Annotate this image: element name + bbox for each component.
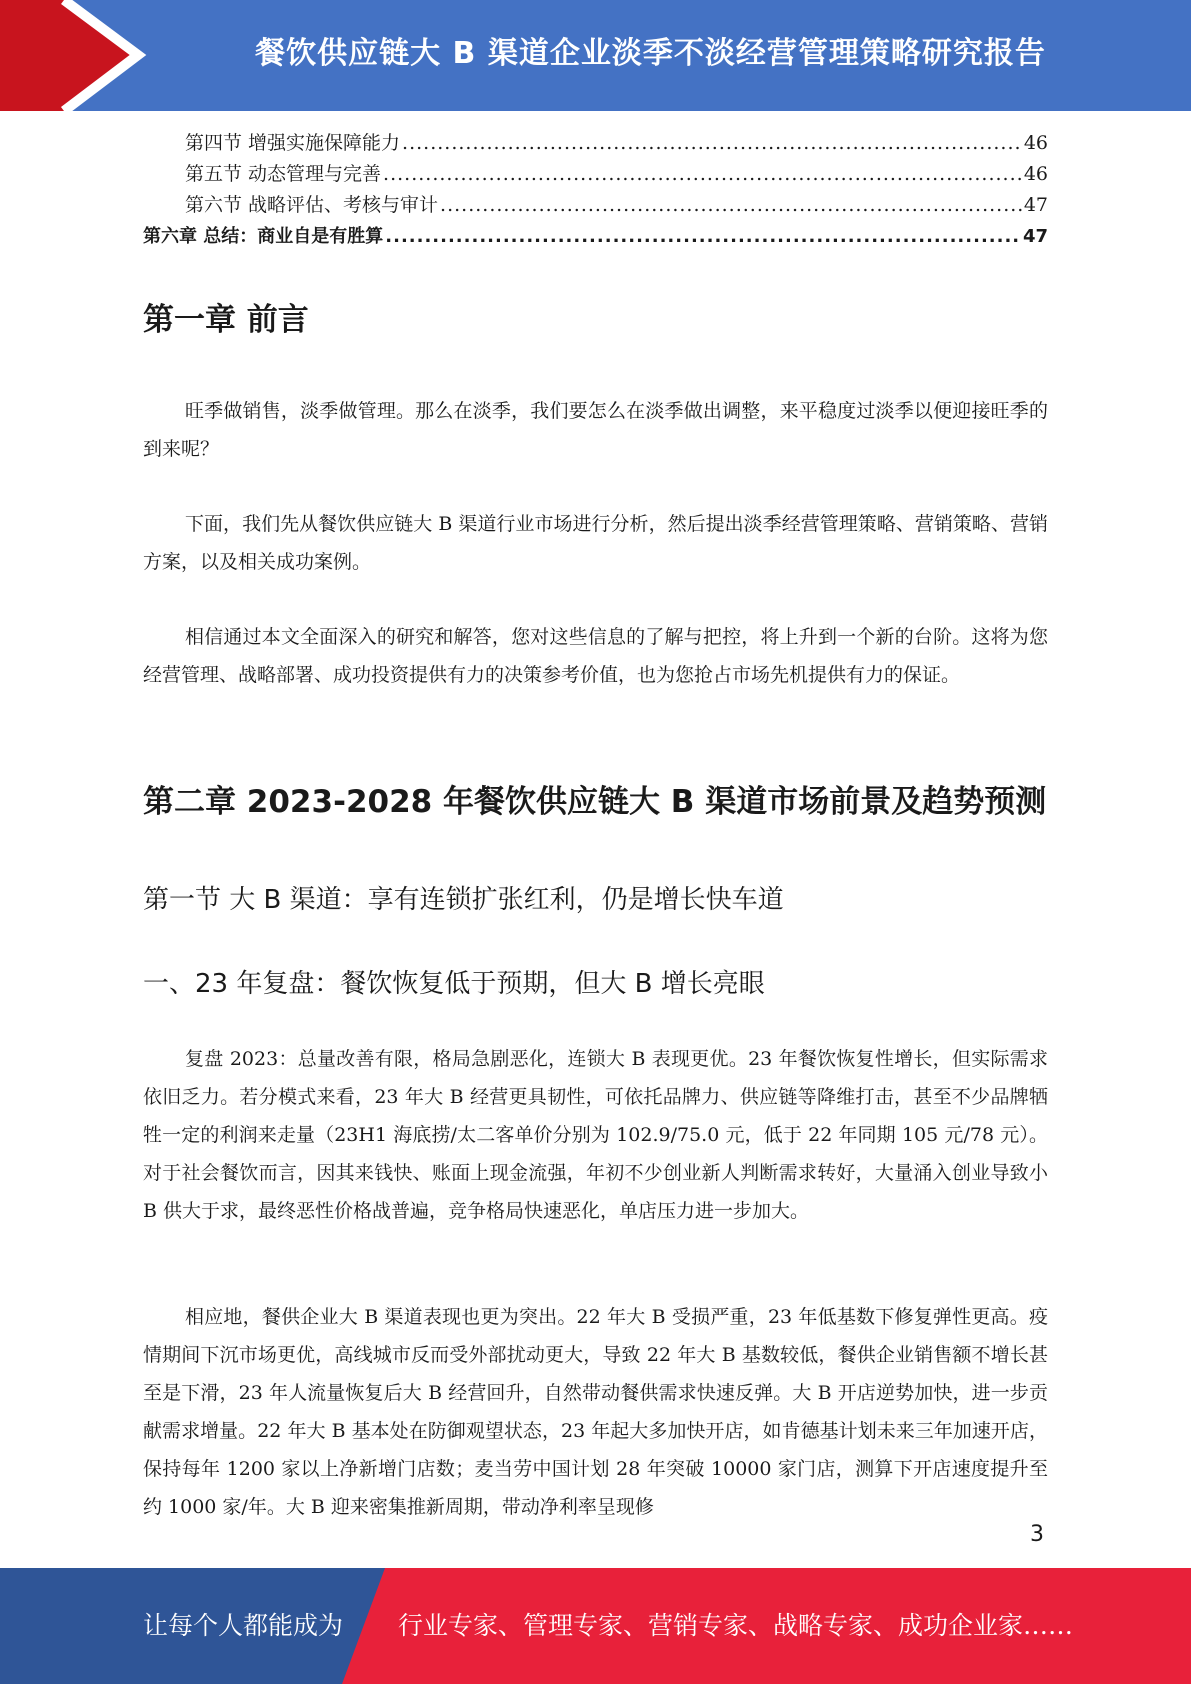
toc-leader-dots bbox=[402, 128, 1022, 159]
toc-entry-chapter[interactable] bbox=[143, 221, 1048, 252]
toc-leader-dots bbox=[383, 159, 1022, 190]
toc-entry-page: 47 bbox=[1022, 226, 1048, 247]
subsection-1-title: 一、23 年复盘：餐饮恢复低于预期，但大 B 增长亮眼 bbox=[143, 969, 765, 999]
page-header bbox=[0, 0, 1191, 111]
chapter-2-title: 第二章 2023-2028 年餐饮供应链大 B 渠道市场前景及趋势预测 bbox=[143, 784, 1047, 820]
toc-entry[interactable] bbox=[143, 190, 1048, 221]
toc-entry-label: 第四节 增强实施保障能力 bbox=[185, 132, 401, 154]
chapter-1-paragraph: 相信通过本文全面深入的研究和解答，您对这些信息的了解与把控，将上升到一个新的台阶。这将为您经营管理、战略部署、成功投资提供有力的决策参考价值，也为您抢占市场先机提供有力的保证。 bbox=[143, 626, 1048, 686]
chapter-1-paragraph: 旺季做销售，淡季做管理。那么在淡季，我们要怎么在淡季做出调整，来平稳度过淡季以便迎接旺季的到来呢？ bbox=[143, 400, 1048, 460]
page-number: 3 bbox=[1030, 1522, 1044, 1547]
toc-entry-label: 第六章 总结：商业自是有胜算 bbox=[143, 226, 384, 247]
toc-entry-page: 46 bbox=[1023, 163, 1048, 185]
page-footer bbox=[0, 1568, 1191, 1684]
toc-entry-label: 第五节 动态管理与完善 bbox=[185, 163, 382, 185]
header-title: 餐饮供应链大 B 渠道企业淡季不淡经营管理策略研究报告 bbox=[255, 36, 1046, 71]
toc-entry-page: 47 bbox=[1023, 194, 1048, 216]
toc-entry[interactable] bbox=[143, 128, 1048, 159]
chapter-1-paragraph: 下面，我们先从餐饮供应链大 B 渠道行业市场进行分析，然后提出淡季经营管理策略、营销策略、营销方案，以及相关成功案例。 bbox=[143, 513, 1048, 573]
document-body bbox=[143, 128, 1048, 1518]
chapter-2-paragraph: 复盘 2023：总量改善有限，格局急剧恶化，连锁大 B 表现更优。23 年餐饮恢复性增长，但实际需求依旧乏力。若分模式来看，23 年大 B 经营更具韧性，可依托品牌力、供应链等降维打击，甚至不少品牌牺牲一定的利润来走量（23H1 海底捞/太二客单价分别为 102.9/75.0 元，低于 22 年同期 105 元/78 元）。对于社会餐饮而言，因其来钱快、账面上现金流强，年初不少创业新人判断需求转好，大量涌入创业导致小 B 供大于求，最终恶性价格战普遍，竞争格局快速恶化，单店压力进一步加大。 bbox=[143, 1048, 1048, 1222]
footer-slogan-right: 行业专家、管理专家、营销专家、战略专家、成功企业家…… bbox=[398, 1611, 1074, 1640]
toc-leader-dots bbox=[385, 221, 1021, 252]
toc-entry[interactable] bbox=[143, 159, 1048, 190]
footer-slogan-left: 让每个人都能成为 bbox=[143, 1611, 344, 1640]
table-of-contents bbox=[143, 128, 1048, 252]
toc-entry-label: 第六节 战略评估、考核与审计 bbox=[185, 194, 439, 216]
chapter-2-paragraph: 相应地，餐供企业大 B 渠道表现也更为突出。22 年大 B 受损严重，23 年低基数下修复弹性更高。疫情期间下沉市场更优，高线城市反而受外部扰动更大，导致 22 年大 B 基数较低，餐供企业销售额不增长甚至是下滑，23 年人流量恢复后大 B 经营回升，自然带动餐供需求快速反弹。大 B 开店逆势加快，进一步贡献需求增量。22 年大 B 基本处在防御观望状态，23 年起大多加快开店，如肯德基计划未来三年加速开店，保持每年 1200 家以上净新增门店数；麦当劳中国计划 28 年突破 10000 家门店，测算下开店速度提升至约 1000 家/年。大 B 迎来密集推新周期，带动净利率呈现修 bbox=[143, 1306, 1048, 1518]
section-1-title: 第一节 大 B 渠道：享有连锁扩张红利，仍是增长快车道 bbox=[143, 885, 784, 915]
toc-entry-page: 46 bbox=[1023, 132, 1048, 154]
toc-leader-dots bbox=[440, 190, 1022, 221]
chapter-1-title: 第一章 前言 bbox=[143, 302, 309, 338]
